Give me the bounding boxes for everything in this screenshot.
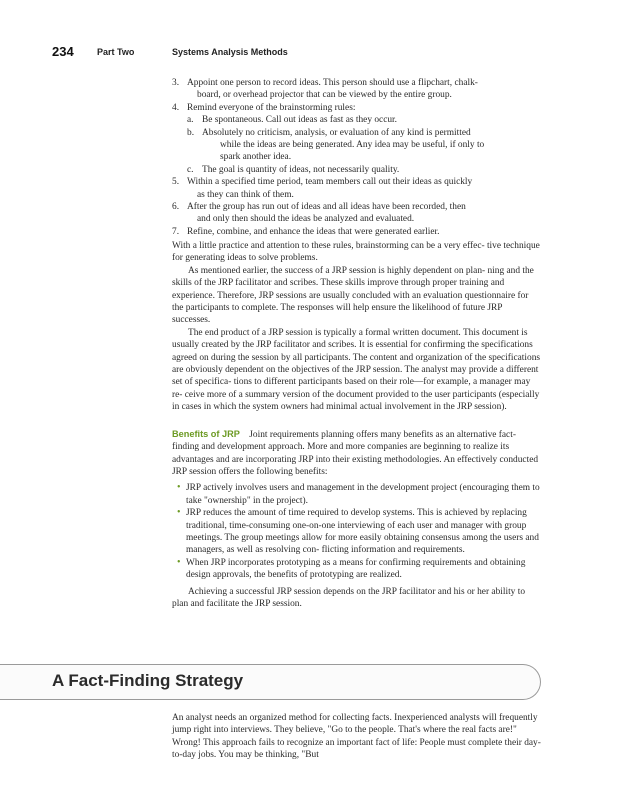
benefit-item: • JRP actively involves users and management in the development project (encouraging them to take "ownership" in the project). [177, 482, 540, 506]
bullet-icon: • [177, 482, 181, 494]
step-line: and only then should the ideas be analyzed and evaluated. [197, 214, 415, 225]
step-item [172, 176, 542, 201]
step-line: board, or overhead projector that can be viewed by the entire group. [197, 90, 452, 101]
benefits-heading: Benefits of JRP [172, 428, 240, 439]
step-text [187, 77, 542, 102]
benefits-intro-text: Joint requirements planning offers many benefits as an alternative fact-finding and development approach. More and more companies are beginning to realize its advantages and are incorporating JRP into their existing methodologies. An effectively conducted JRP session offers the following benefits: [172, 429, 539, 477]
step-line: Be spontaneous. Call out ideas as fast as they occur. [202, 115, 398, 126]
benefit-item: • JRP reduces the amount of time required to develop systems. This is achieved by replacing traditional, time-consuming one-on-one interviewing of each user and manager with group meetings. The group meetings allow for more easily obtaining consensus among the users and managers, as well as resolving con- flicting information and requirements. [177, 507, 539, 556]
bullet-icon: • [177, 556, 181, 568]
step-number: b. [187, 127, 195, 138]
paragraph-benefits-intro [172, 428, 542, 479]
step-line: Refine, combine, and enhance the ideas that were generated earlier. [187, 226, 440, 237]
step-text [187, 226, 542, 238]
benefit-item: • When JRP incorporates prototyping as a means for confirming requirements and obtaining design approvals, the benefits of prototyping are realized. [177, 556, 526, 581]
body-column [172, 240, 542, 610]
paragraph-strategy-intro: An analyst needs an organized method for collecting facts. Inexperienced analysts will frequently jump right into interviews. They believe, "Go to the people. That's where the real facts are!" Wrong! This approach fails to recognize an important fact of life: People must complete their day-to-day jobs. You may be thinking, "But [172, 713, 541, 761]
step-item [172, 77, 542, 102]
paragraph-facilitator-skills: As mentioned earlier, the success of a JRP session is highly dependent on plan- ning and the skills of the JRP facilitator and scribes. These skills improve through proper training and experience. Therefore, JRP sessions are usually concluded with an evaluation questionnaire for the participants to complete. The responses will help ensure the likelihood of future JRP successes. [172, 265, 534, 326]
part-label: Part Two [97, 47, 135, 57]
benefits-list [172, 482, 542, 581]
step-line: Remind everyone of the brainstorming rules: [187, 102, 356, 113]
running-header [0, 44, 619, 62]
paragraph-end-product: The end product of a JRP session is typically a formal written document. This document is usually created by the JRP facilitator and scribes. It is essential for confirming the specifications agreed on during the session by all participants. The content and organization of the specifications are obviously dependent on the objectives of the JRP session. The analyst may provide a different set of specifica- tions to different participants based on their role—for example, a manager may re- ceive more of a summary version of the document provided to the user participants (especially in cases in which the system owners had minimal actual involvement in the JRP session). [172, 327, 541, 413]
step-text [202, 164, 542, 176]
step-number: 7. [172, 226, 180, 237]
step-number: 5. [172, 177, 180, 188]
step-number: 3. [172, 78, 180, 88]
step-line: as they can think of them. [197, 189, 294, 200]
step-line: After the group has run out of ideas and all ideas have been recorded, then [187, 202, 466, 213]
step-number: a. [187, 115, 194, 126]
sub-step-item [172, 127, 542, 164]
step-number: c. [187, 164, 194, 175]
sub-step-item [172, 164, 542, 176]
step-line: Absolutely no criticism, analysis, or evaluation of any kind is permitted [202, 127, 471, 138]
step-text [202, 127, 542, 164]
step-number: 4. [172, 102, 180, 113]
step-line: while the ideas are being generated. Any idea may be useful, if only to [220, 140, 485, 151]
page-number: 234 [52, 44, 74, 59]
section-heading-band [0, 664, 541, 700]
bullet-icon: • [177, 507, 181, 519]
step-line: Within a specified time period, team members call out their ideas as quickly [187, 177, 473, 188]
step-text [187, 102, 542, 114]
step-line: spark another idea. [220, 152, 292, 163]
step-line: The goal is quantity of ideas, not necessarily quality. [202, 164, 400, 175]
section-heading: A Fact-Finding Strategy [52, 671, 244, 690]
brainstorming-steps-list [172, 77, 542, 238]
step-text [202, 114, 542, 126]
step-item [172, 226, 542, 238]
section-label: Systems Analysis Methods [172, 47, 288, 57]
step-item [172, 201, 542, 226]
paragraph-rules-summary: With a little practice and attention to these rules, brainstorming can be a very effec- tive technique for generating ideas to solve problems. [172, 241, 540, 264]
sub-step-item [172, 114, 542, 126]
step-number: 6. [172, 202, 180, 213]
paragraph-facilitator-ability: Achieving a successful JRP session depends on the JRP facilitator and his or her ability to plan and facilitate the JRP session. [172, 586, 526, 609]
strategy-column [172, 712, 542, 762]
step-text [187, 176, 542, 201]
step-text [187, 201, 542, 226]
step-item [172, 102, 542, 114]
step-line: Appoint one person to record ideas. This person should use a flipchart, chalk- [187, 78, 478, 88]
